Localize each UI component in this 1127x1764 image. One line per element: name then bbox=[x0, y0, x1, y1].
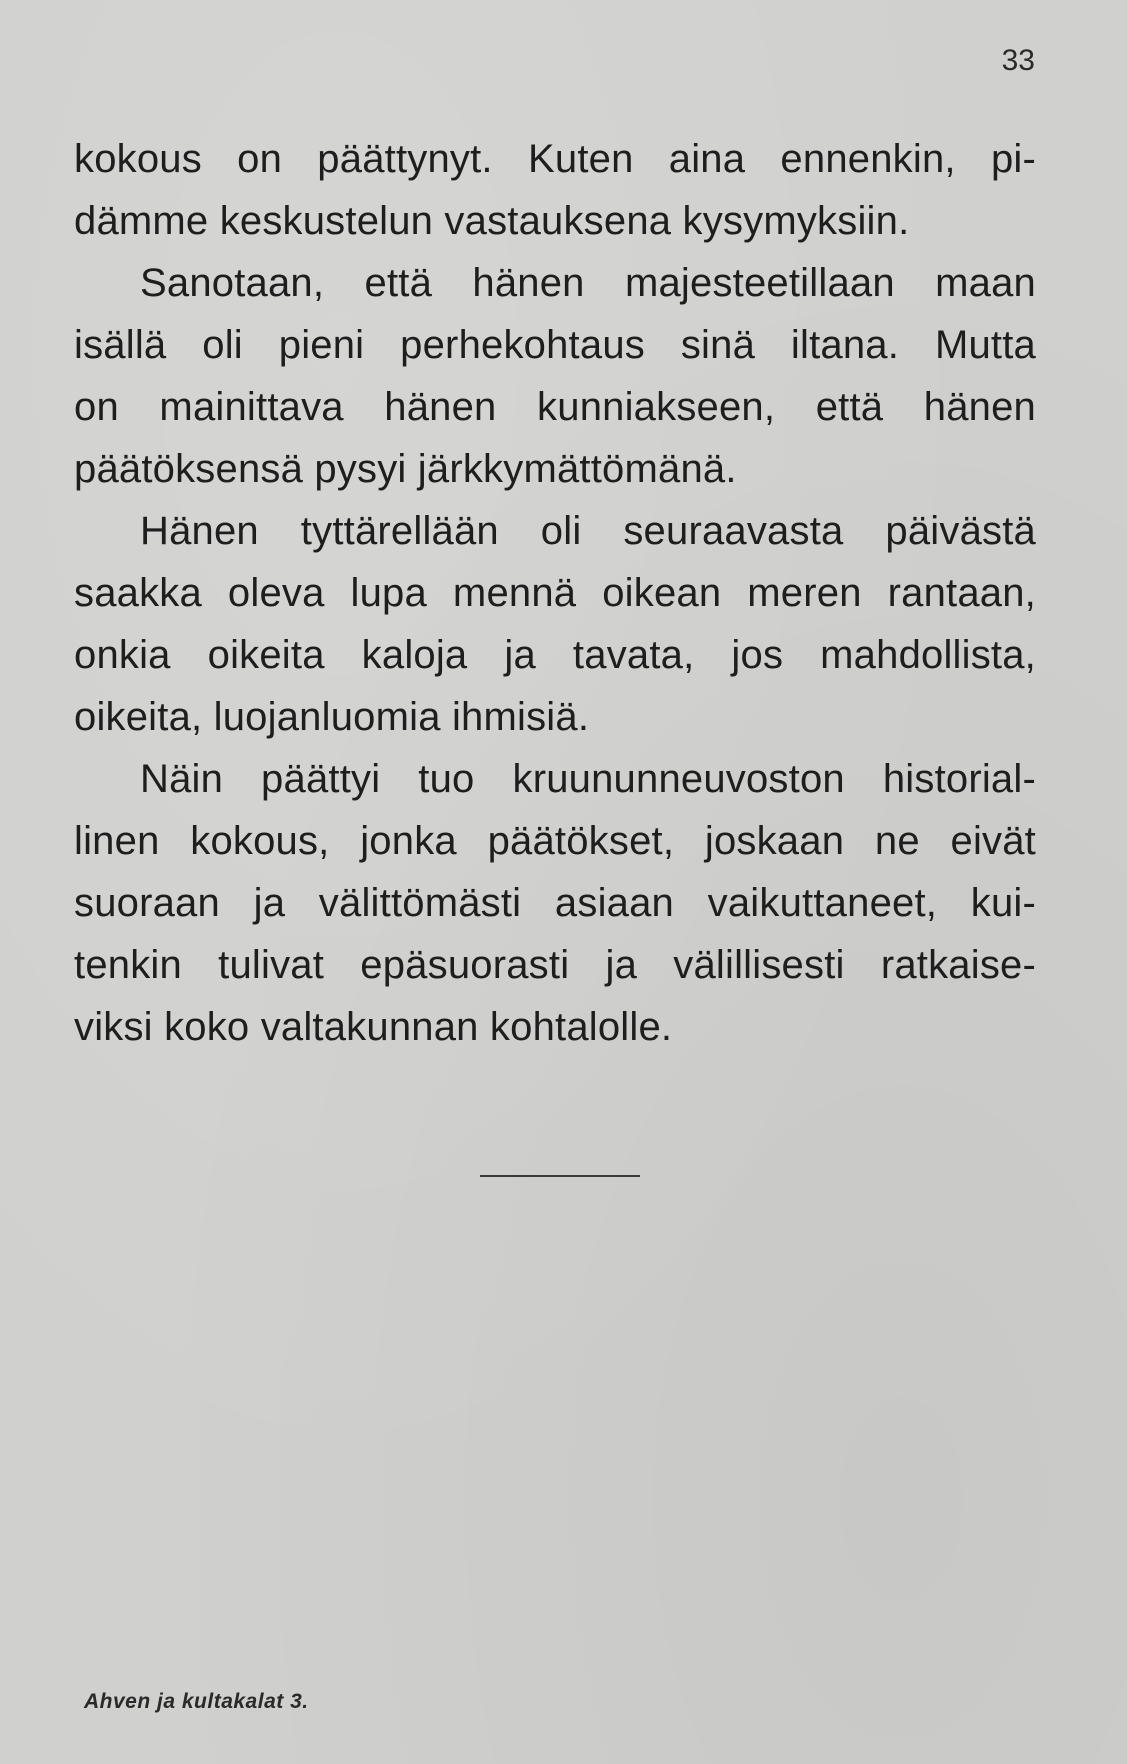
body-text bbox=[74, 128, 1036, 1058]
text-line: suoraan ja välittömästi asiaan vaikuttaneet, kui- bbox=[74, 881, 1036, 925]
text-line: päätöksensä pysyi järkkymättömänä. bbox=[74, 447, 737, 491]
text-line: Hänen tyttärellään oli seuraavasta päivästä bbox=[140, 509, 1036, 553]
printer-signature: Ahven ja kultakalat 3. bbox=[84, 1690, 309, 1713]
text-line: tenkin tulivat epäsuorasti ja välillisesti ratkaise- bbox=[74, 943, 1036, 987]
text-line: linen kokous, jonka päätökset, joskaan ne eivät bbox=[74, 819, 1036, 863]
text-line: oikeita, luojanluomia ihmisiä. bbox=[74, 695, 590, 739]
text-line: Sanotaan, että hänen majesteetillaan maan bbox=[140, 261, 1036, 305]
page-number: 33 bbox=[1001, 44, 1035, 77]
text-line: on mainittava hänen kunniakseen, että hänen bbox=[74, 385, 1036, 429]
text-line: viksi koko valtakunnan kohtalolle. bbox=[74, 1005, 673, 1049]
text-line: dämme keskustelun vastauksena kysymyksiin. bbox=[74, 199, 910, 243]
text-line: isällä oli pieni perhekohtaus sinä iltana. Mutta bbox=[74, 323, 1036, 367]
end-rule bbox=[480, 1175, 640, 1177]
text-line: onkia oikeita kaloja ja tavata, jos mahdollista, bbox=[74, 633, 1036, 677]
text-line: saakka oleva lupa mennä oikean meren rantaan, bbox=[74, 571, 1036, 615]
text-line: Näin päättyi tuo kruununneuvoston historial- bbox=[140, 757, 1036, 801]
text-line: kokous on päättynyt. Kuten aina ennenkin, pi- bbox=[74, 137, 1036, 181]
